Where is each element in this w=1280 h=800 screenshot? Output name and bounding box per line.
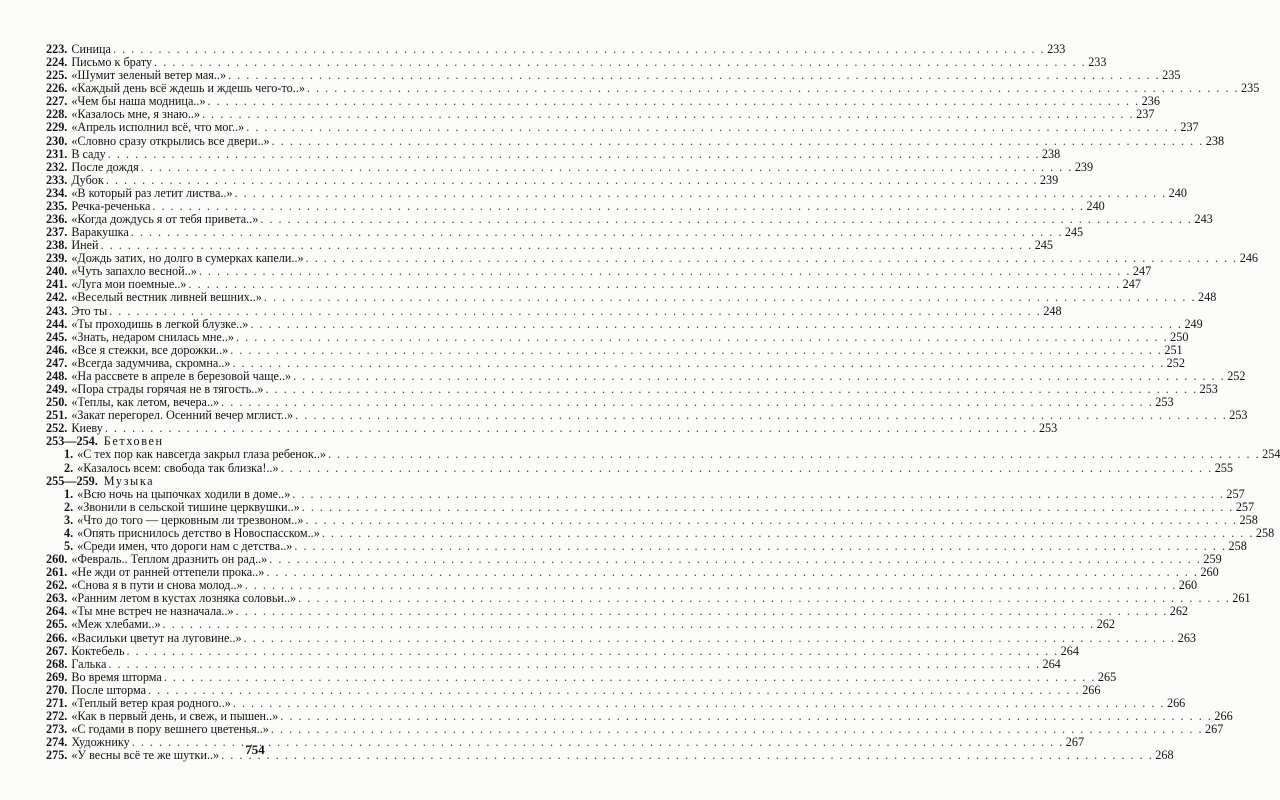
- entry-title: «Словно сразу открылись все двери..»: [71, 133, 270, 148]
- entry-page-number: 254: [1262, 447, 1280, 462]
- entry-title: Синица: [71, 42, 111, 56]
- entry-number: 229.: [46, 120, 68, 135]
- toc-section-heading: [46, 475, 464, 488]
- entry-number: 243.: [46, 303, 68, 318]
- toc-entry: [46, 643, 1079, 658]
- entry-number: 231.: [46, 146, 68, 161]
- entry-number: 246.: [46, 342, 68, 357]
- entry-page-number: 260: [1178, 578, 1198, 593]
- entry-page-number: 235: [1241, 81, 1260, 96]
- toc-entry: [46, 146, 1061, 161]
- entry-page-number: 257: [1226, 486, 1245, 501]
- entry-number: 262.: [46, 578, 68, 593]
- entry-number: 270.: [46, 682, 68, 697]
- toc-entry: [46, 499, 1255, 514]
- entry-title: «Что до того — церковным ли трезвоном..»: [77, 512, 304, 527]
- entry-number: 5.: [64, 538, 74, 553]
- entry-title: «Апрель исполнил всё, что мог..»: [71, 120, 245, 135]
- entry-number: 241.: [46, 277, 68, 292]
- entry-number: 236.: [46, 212, 68, 227]
- entry-number: 269.: [46, 669, 68, 684]
- entry-title: «Когда дождусь я от тебя привета..»: [71, 212, 259, 227]
- entry-title: Это ты: [71, 303, 108, 318]
- entry-title: «Среди имен, что дороги нам с детства..»: [77, 538, 293, 553]
- entry-page-number: 267: [1065, 735, 1085, 750]
- dot-leader: [148, 684, 1080, 697]
- entry-page-number: 238: [1041, 146, 1061, 161]
- entry-title: «Всегда задумчива, скромна..»: [71, 355, 231, 370]
- entry-title: Галька: [71, 656, 107, 671]
- entry-number: 223.: [46, 42, 68, 56]
- entry-title: «Шумит зеленый ветер мая..»: [71, 68, 227, 83]
- entry-number: 263.: [46, 591, 68, 606]
- entry-title: «У весны всё те же шутки..»: [71, 748, 220, 763]
- entry-page-number: 255: [1214, 460, 1233, 475]
- entry-page-number: 240: [1086, 198, 1105, 213]
- entry-number: 226.: [46, 81, 68, 96]
- entry-page-number: 257: [1235, 499, 1255, 514]
- toc-entry: [46, 669, 1117, 684]
- entry-number: 225.: [46, 68, 68, 83]
- toc-entry: [46, 185, 1187, 200]
- entry-title: «Всю ночь на цыпочках ходили в доме..»: [77, 486, 291, 501]
- entry-page-number: 266: [1214, 708, 1233, 723]
- entry-page-number: 259: [1203, 552, 1222, 567]
- entry-page-number: 245: [1034, 238, 1053, 253]
- entry-number: 272.: [46, 708, 68, 723]
- entry-title: Бетховен: [103, 434, 164, 449]
- toc-entry: [46, 329, 1189, 344]
- entry-number: 235.: [46, 198, 68, 213]
- entry-page-number: 247: [1132, 264, 1152, 279]
- entry-number: 1.: [64, 447, 74, 462]
- entry-title: «Чуть запахло весной..»: [71, 264, 197, 279]
- entry-page-number: 262: [1096, 617, 1115, 632]
- entry-title: «С годами в пору вешнего цветенья..»: [71, 722, 269, 737]
- entry-page-number: 265: [1097, 669, 1117, 684]
- entry-number: 273.: [46, 722, 68, 737]
- entry-page-number: 238: [1205, 133, 1225, 148]
- entry-title: Речка-реченька: [71, 198, 151, 213]
- toc-entry: [46, 512, 1258, 527]
- entry-number: 237.: [46, 225, 68, 240]
- entry-number: 239.: [46, 251, 68, 266]
- entry-number: 232.: [46, 159, 68, 174]
- entry-number: 230.: [46, 133, 68, 148]
- entry-title: «Пора страды горячая не в тягость..»: [71, 382, 264, 397]
- entry-title: Коктебель: [71, 643, 125, 658]
- entry-number: 251.: [46, 408, 68, 423]
- entry-number: 271.: [46, 695, 68, 710]
- toc-entry: [46, 316, 1203, 331]
- entry-number: 224.: [46, 55, 68, 70]
- entry-title: «Февраль.. Теплом дразнить он рад..»: [71, 552, 268, 567]
- entry-number: 234.: [46, 185, 68, 200]
- entry-number: 3.: [64, 512, 74, 527]
- entry-page-number: 263: [1177, 630, 1196, 645]
- entry-title: «Веселый вестник ливней вешних..»: [71, 290, 262, 305]
- entry-number: 265.: [46, 617, 68, 632]
- entry-number: 274.: [46, 735, 68, 750]
- entry-page-number: 266: [1166, 695, 1186, 710]
- toc-entry: [46, 172, 1059, 187]
- entry-number: 245.: [46, 329, 68, 344]
- entry-title: «Звонили в сельской тишине церквушки..»: [77, 499, 300, 514]
- toc-entry: [46, 120, 1199, 135]
- entry-page-number: 258: [1239, 512, 1258, 527]
- entry-page-number: 253: [1038, 421, 1058, 436]
- entry-number: 248.: [46, 368, 68, 383]
- entry-number: 266.: [46, 630, 68, 645]
- entry-number: 261.: [46, 565, 68, 580]
- entry-page-number: 240: [1168, 185, 1187, 200]
- entry-title: Киеву: [71, 421, 103, 436]
- dot-leader: [105, 422, 1037, 435]
- entry-title: Дубок: [71, 172, 104, 187]
- entry-number: 249.: [46, 382, 68, 397]
- entry-title: «На рассвете в апреле в березовой чаще..»: [71, 368, 292, 383]
- entry-page-number: 251: [1164, 342, 1183, 357]
- dot-leader: [328, 448, 1260, 461]
- entry-title: «Меж хлебами..»: [71, 617, 161, 632]
- entry-title: Музыка: [103, 473, 155, 488]
- entry-title: «Закат перегорел. Осенний вечер мглист..»: [71, 408, 294, 423]
- entry-number: 4.: [64, 525, 74, 540]
- toc-entry: [46, 133, 1225, 148]
- entry-page-number: 264: [1060, 643, 1079, 658]
- entry-number: 240.: [46, 264, 68, 279]
- entry-page-number: 239: [1074, 159, 1094, 174]
- entry-page-number: 246: [1239, 251, 1258, 266]
- entry-number: 255—259.: [46, 473, 98, 488]
- entry-page-number: 266: [1082, 682, 1101, 697]
- entry-page-number: 247: [1122, 277, 1141, 292]
- dot-leader: [292, 488, 1224, 501]
- entry-title: «Ты мне встреч не назначала..»: [71, 604, 234, 619]
- dot-leader: [250, 318, 1182, 331]
- entry-page-number: 253: [1155, 395, 1174, 410]
- entry-number: 275.: [46, 748, 68, 763]
- entry-number: 244.: [46, 316, 68, 331]
- entry-title: «Казалось всем: свобода так близка!..»: [77, 460, 279, 475]
- entry-number: 233.: [46, 172, 68, 187]
- dot-leader: [163, 618, 1095, 631]
- dot-leader: [235, 187, 1167, 200]
- dot-leader: [281, 462, 1213, 475]
- toc-entry: [46, 355, 1185, 370]
- entry-title: Письмо к брату: [71, 55, 153, 70]
- toc-entry: [46, 682, 1101, 697]
- entry-page-number: 236: [1141, 94, 1160, 109]
- toc-entry: [46, 159, 1094, 174]
- entry-page-number: 258: [1228, 538, 1247, 553]
- dot-leader: [322, 527, 1254, 540]
- entry-title: «В который раз летит листва..»: [71, 185, 233, 200]
- toc-entry: [46, 486, 1245, 501]
- toc-entry: [46, 447, 1280, 462]
- toc-entry: [46, 460, 1233, 475]
- entry-title: В саду: [71, 146, 106, 161]
- entry-page-number: 261: [1232, 591, 1251, 606]
- entry-number: 2.: [64, 460, 74, 475]
- entry-title: «Не жди от ранней оттепели прока..»: [71, 565, 265, 580]
- entry-page-number: 233: [1047, 42, 1066, 56]
- entry-title: «Дождь затих, но долго в сумерках капели..»: [71, 251, 304, 266]
- entry-page-number: 253: [1229, 408, 1248, 423]
- entry-number: 228.: [46, 107, 68, 122]
- entry-number: 247.: [46, 355, 68, 370]
- entry-title: «Казалось мне, я знаю..»: [71, 107, 201, 122]
- entry-title: Варакушка: [71, 225, 129, 240]
- entry-page-number: 258: [1255, 525, 1275, 540]
- entry-title: «С тех пор как навсегда закрыл глаза ребенок..»: [77, 447, 327, 462]
- entry-number: 268.: [46, 656, 68, 671]
- dot-leader: [272, 135, 1204, 148]
- entry-number: 227.: [46, 94, 68, 109]
- entry-number: 267.: [46, 643, 68, 658]
- entry-page-number: 260: [1200, 565, 1219, 580]
- entry-page-number: 239: [1039, 172, 1059, 187]
- entry-page-number: 267: [1205, 722, 1224, 737]
- dot-leader: [164, 671, 1096, 684]
- dot-leader: [244, 632, 1176, 645]
- entry-page-number: 245: [1064, 225, 1084, 240]
- entry-title: «Луга мои поемные..»: [71, 277, 187, 292]
- entry-number: 252.: [46, 421, 68, 436]
- entry-page-number: 253: [1199, 382, 1218, 397]
- entry-page-number: 264: [1042, 656, 1061, 671]
- entry-page-number: 249: [1184, 316, 1203, 331]
- entry-page-number: 262: [1169, 604, 1189, 619]
- entry-number: 2.: [64, 499, 74, 514]
- entry-number: 250.: [46, 395, 68, 410]
- entry-title: «Знать, недаром снилась мне..»: [71, 329, 235, 344]
- dot-leader: [109, 305, 1041, 318]
- entry-title: «Васильки цветут на луговине..»: [71, 630, 242, 645]
- dot-leader: [108, 148, 1040, 161]
- entry-title: «Ты проходишь в легкой блузке..»: [71, 316, 249, 331]
- entry-page-number: 235: [1162, 68, 1181, 83]
- entry-page-number: 233: [1088, 55, 1107, 70]
- entry-number: 260.: [46, 552, 68, 567]
- entry-page-number: 252: [1166, 355, 1185, 370]
- entry-page-number: 248: [1043, 303, 1062, 318]
- entry-title: «Опять приснилось детство в Новоспасском..»: [77, 525, 320, 540]
- toc-entry: [46, 290, 1217, 305]
- entry-page-number: 250: [1170, 329, 1189, 344]
- entry-title: «Как в первый день, и свеж, и пышен..»: [71, 708, 279, 723]
- table-of-contents: [46, 42, 1280, 763]
- entry-title: Иней: [71, 238, 99, 253]
- dot-leader: [141, 161, 1073, 174]
- entry-title: «Каждый день всё ждешь и ждешь чего-то..»: [71, 81, 305, 96]
- entry-page-number: 243: [1194, 212, 1213, 227]
- dot-leader: [264, 291, 1196, 304]
- dot-leader: [108, 658, 1040, 671]
- entry-number: 264.: [46, 604, 68, 619]
- entry-page-number: 268: [1155, 748, 1174, 763]
- toc-entry: [46, 342, 1183, 357]
- toc-entry: [46, 617, 1115, 632]
- dot-leader: [230, 344, 1162, 357]
- dot-leader: [305, 514, 1237, 527]
- entry-title: «Теплый ветер края родного..»: [71, 695, 231, 710]
- entry-title: После шторма: [71, 682, 147, 697]
- dot-leader: [127, 645, 1059, 658]
- dot-leader: [106, 174, 1038, 187]
- entry-page-number: 248: [1198, 290, 1217, 305]
- toc-entry: [46, 656, 1061, 671]
- entry-page-number: 237: [1180, 120, 1199, 135]
- entry-title: «Все я стежки, все дорожки..»: [71, 342, 229, 357]
- entry-number: 242.: [46, 290, 68, 305]
- entry-title: «Чем бы наша модница..»: [71, 94, 206, 109]
- entry-number: 238.: [46, 238, 68, 253]
- entry-page-number: 252: [1227, 368, 1246, 383]
- entry-number: 253—254.: [46, 434, 98, 449]
- dot-leader: [246, 121, 1178, 134]
- dot-leader: [236, 331, 1168, 344]
- entry-title: Во время шторма: [71, 669, 162, 684]
- entry-title: Художнику: [71, 735, 130, 750]
- entry-title: После дождя: [71, 159, 139, 174]
- dot-leader: [233, 357, 1165, 370]
- entry-title: «Теплы, как летом, вечера..»: [71, 395, 220, 410]
- page-number: 754: [245, 742, 265, 757]
- entry-title: «Ранним летом в кустах лозняка соловьи..»: [71, 591, 297, 606]
- toc-entry: [46, 630, 1196, 645]
- toc-entry: [46, 303, 1062, 318]
- toc-entry: [46, 525, 1275, 540]
- entry-title: «Снова я в пути и снова молод..»: [71, 578, 243, 593]
- entry-page-number: 237: [1136, 107, 1155, 122]
- entry-number: 1.: [64, 486, 74, 501]
- dot-leader: [302, 501, 1234, 514]
